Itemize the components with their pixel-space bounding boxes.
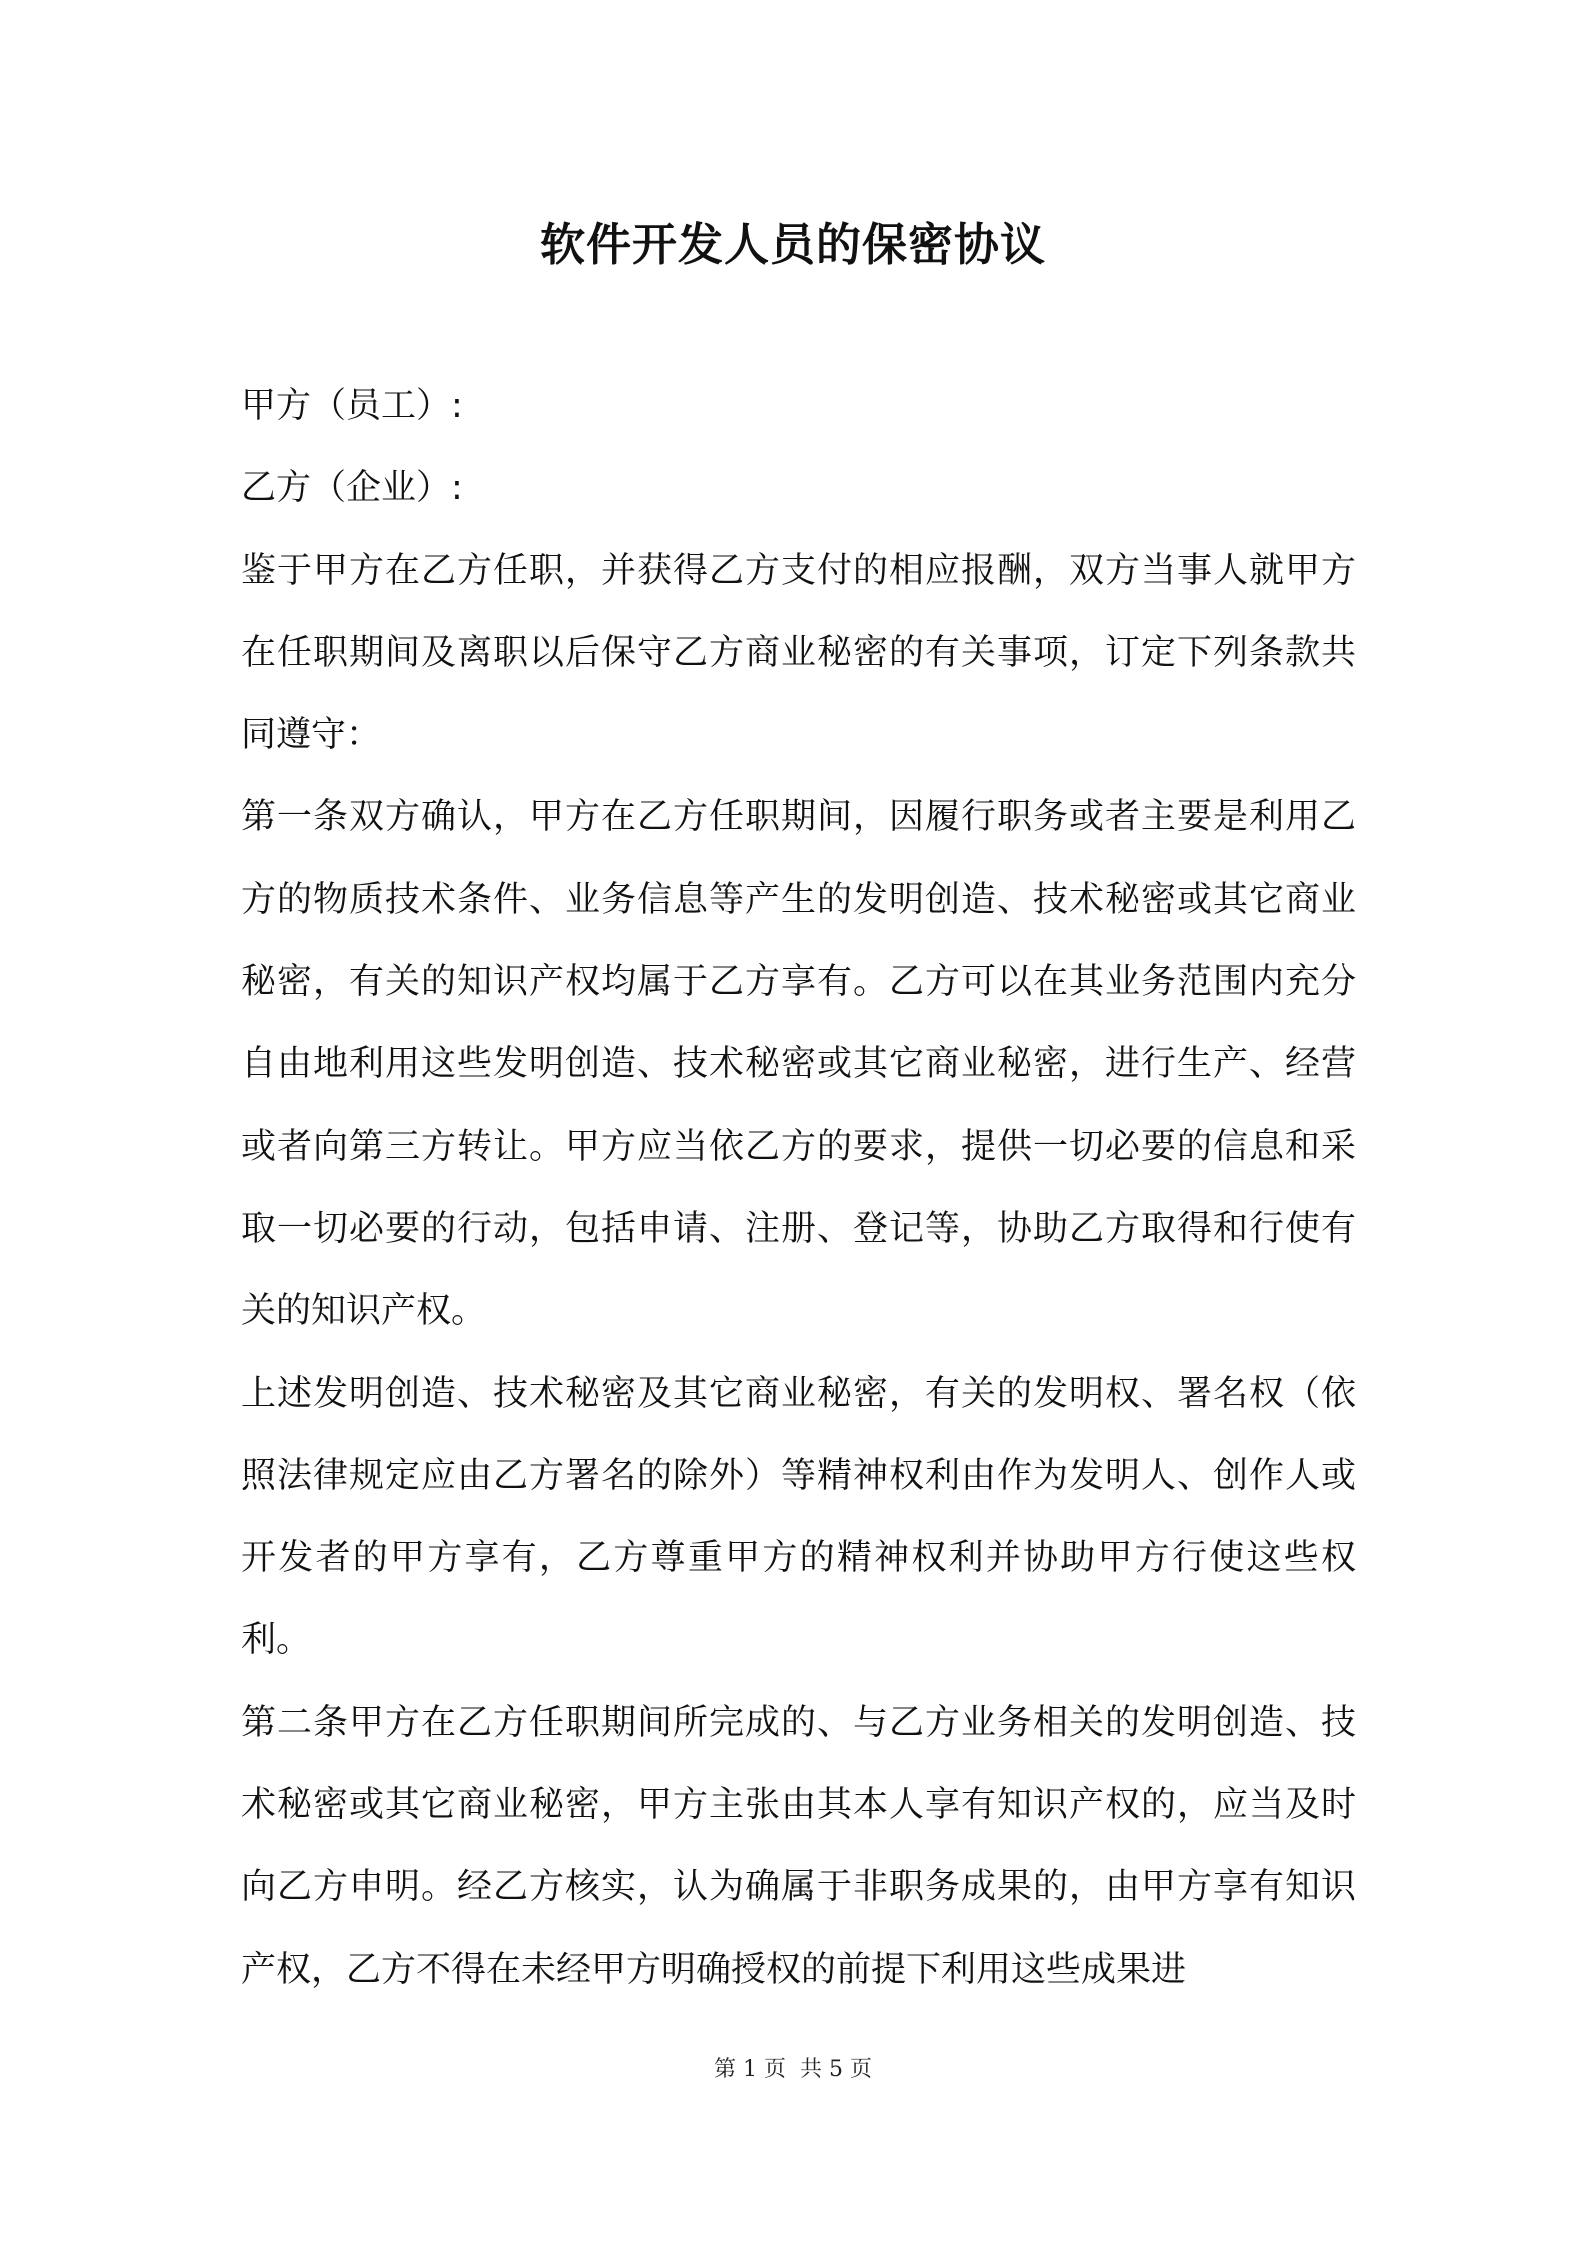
page-footer bbox=[0, 2055, 1586, 2085]
page-total: 共 5 页 bbox=[800, 2057, 872, 2082]
article-one-paragraph: 第一条双方确认，甲方在乙方任职期间，因履行职务或者主要是利用乙方的物质技术条件、业务信息等产生的发明创造、技术秘密或其它商业秘密，有关的知识产权均属于乙方享有。乙方可以在其业务范围内充分自由地利用这些发明创造、技术秘密或其它商业秘密，进行生产、经营或者向第三方转让。甲方应当依乙方的要求，提供一切必要的信息和采取一切必要的行动，包括申请、注册、登记等，协助乙方取得和行使有关的知识产权。 bbox=[241, 797, 1356, 1332]
article-two-paragraph: 第二条甲方在乙方任职期间所完成的、与乙方业务相关的发明创造、技术秘密或其它商业秘密，甲方主张由其本人享有知识产权的，应当及时向乙方申明。经乙方核实，认为确属于非职务成果的，由甲方享有知识产权，乙方不得在未经甲方明确授权的前提下利用这些成果进 bbox=[241, 1702, 1356, 1990]
document-body bbox=[241, 365, 1356, 2011]
party-a-line: 甲方（员工）: bbox=[241, 386, 463, 426]
page-number: 第 1 页 bbox=[714, 2057, 786, 2082]
moral-rights-paragraph: 上述发明创造、技术秘密及其它商业秘密，有关的发明权、署名权（依照法律规定应由乙方署名的除外）等精神权利由作为发明人、创作人或开发者的甲方享有，乙方尊重甲方的精神权利并协助甲方行使这些权利。 bbox=[241, 1373, 1356, 1661]
document-title: 软件开发人员的保密协议 bbox=[539, 218, 1046, 271]
preamble-paragraph: 鉴于甲方在乙方任职，并获得乙方支付的相应报酬，双方当事人就甲方在任职期间及离职以后保守乙方商业秘密的有关事项，订定下列条款共同遵守： bbox=[241, 550, 1356, 756]
party-b-line: 乙方（企业）: bbox=[241, 468, 463, 509]
